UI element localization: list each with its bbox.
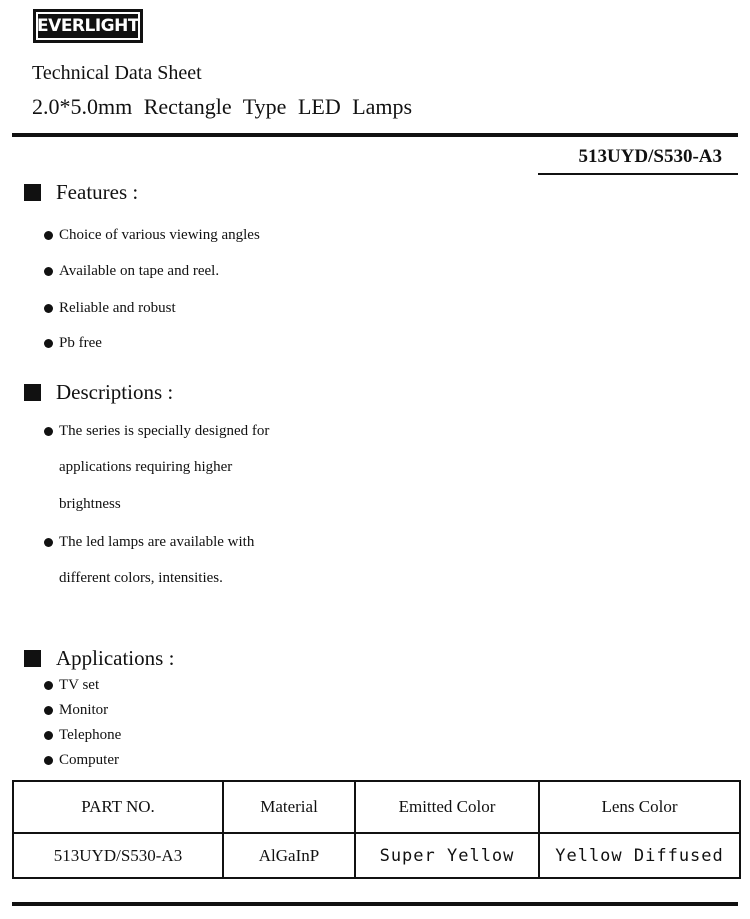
- table-header-row: [13, 781, 740, 833]
- square-bullet-icon: [24, 184, 41, 201]
- table-cell: Super Yellow: [355, 833, 539, 878]
- features-heading-label: Features :: [56, 180, 139, 204]
- footer-divider: [12, 902, 738, 906]
- bullet-icon: [44, 267, 53, 276]
- part-number: 513UYD/S530-A3: [578, 146, 722, 167]
- list-item: [44, 702, 108, 719]
- list-item-text: Monitor: [59, 702, 109, 718]
- list-item-text: The series is specially designed for: [59, 423, 270, 439]
- list-item: [44, 423, 269, 440]
- list-item-text: Available on tape and reel.: [59, 263, 220, 279]
- list-item: [44, 300, 176, 317]
- square-bullet-icon: [24, 650, 41, 667]
- list-item-text: Pb free: [59, 335, 102, 351]
- list-item: [44, 263, 219, 280]
- bullet-icon: [44, 231, 53, 240]
- list-item: [44, 677, 99, 694]
- list-item-continuation: different colors, intensities.: [59, 570, 223, 586]
- bullet-icon: [44, 731, 53, 740]
- list-item-text: The led lamps are available with: [59, 534, 255, 550]
- descriptions-heading-label: Descriptions :: [56, 380, 174, 404]
- everlight-logo: [33, 9, 143, 43]
- list-item-continuation: brightness: [59, 496, 121, 512]
- applications-heading-label: Applications :: [56, 646, 175, 670]
- list-item-text: TV set: [59, 677, 100, 693]
- list-item-continuation: applications requiring higher: [59, 459, 233, 475]
- list-item: [44, 335, 102, 352]
- part-spec-table: [12, 780, 741, 879]
- table-header-cell: Lens Color: [539, 781, 740, 833]
- list-item-text: Computer: [59, 752, 119, 768]
- bullet-icon: [44, 427, 53, 436]
- list-item-text: Choice of various viewing angles: [59, 227, 260, 243]
- bullet-icon: [44, 538, 53, 547]
- document-title: Technical Data Sheet: [32, 62, 202, 84]
- list-item-text: Telephone: [59, 727, 122, 743]
- list-item: [44, 727, 121, 744]
- list-item: [44, 752, 119, 769]
- table-header-cell: Material: [223, 781, 355, 833]
- table-cell: 513UYD/S530-A3: [13, 833, 223, 878]
- applications-heading: [24, 646, 174, 671]
- part-number-underline: [538, 173, 738, 175]
- bullet-icon: [44, 304, 53, 313]
- table-header-cell: PART NO.: [13, 781, 223, 833]
- bullet-icon: [44, 339, 53, 348]
- list-item: [44, 534, 254, 551]
- document-subtitle: 2.0*5.0mm Rectangle Type LED Lamps: [32, 94, 413, 119]
- descriptions-heading: [24, 380, 173, 405]
- features-heading: [24, 180, 138, 205]
- bullet-icon: [44, 756, 53, 765]
- table-header-cell: Emitted Color: [355, 781, 539, 833]
- bullet-icon: [44, 706, 53, 715]
- list-item: [44, 227, 260, 244]
- list-item-text: Reliable and robust: [59, 300, 176, 316]
- bullet-icon: [44, 681, 53, 690]
- table-row: [13, 833, 740, 878]
- logo-text: EVERLIGHT: [37, 16, 139, 36]
- header-divider: [12, 133, 738, 137]
- square-bullet-icon: [24, 384, 41, 401]
- table-cell: Yellow Diffused: [539, 833, 740, 878]
- table-cell: AlGaInP: [223, 833, 355, 878]
